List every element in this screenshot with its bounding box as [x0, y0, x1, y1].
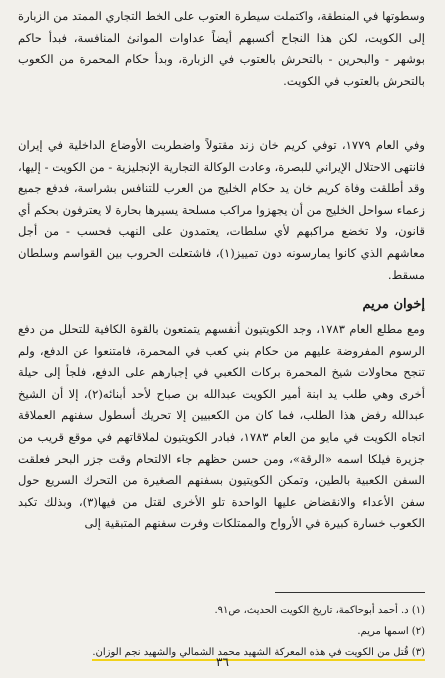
paragraph-intro [18, 6, 425, 92]
paragraph-intro-text: وسطوتها في المنطقة، واكتملت سيطرة العتوب على الخط التجاري الممتد من الزبارة إلى الكويت، لكن هذا النجاح أكسبهم أيضاً عداوات الموانئ المنافسة، فبدأ حاكم بوشهر - والبحرين - بالتحرش بالعتوب في الزبارة، وبدأ حكام المحمرة من الكعوب بالتحرش بالعتوب في الكويت. [18, 9, 425, 88]
paragraph-second [18, 135, 425, 286]
footnote-divider [275, 592, 425, 593]
footnote-2: (٢) اسمها مريم. [357, 626, 425, 637]
footnote-1: (١) د. أحمد أبوحاكمة، تاريخ الكويت الحديث، ص٩١. [214, 605, 425, 616]
footnotes [18, 600, 425, 663]
page-number: ٣٦ [216, 655, 229, 669]
section-heading: إخوان مريم [362, 297, 425, 312]
footnote-3-highlighted-text: (٣) قُتل من الكويت في هذه المعركة الشهيد محمد الشمالي والشهيد نجم الوزان. [92, 647, 425, 661]
paragraph-second-text: وفي العام ١٧٧٩، توفي كريم خان زند مقتولاً واضطربت الأوضاع الداخلية في إيران فانتهى الاحتلال الإيراني للبصرة، وعادت الوكالة التجارية الإنجليزية - من الكويت - إليها، وقد أطلقت وفاة كريم خان يد حكام الخليج من العرب للتنافس بشراسة، فدفع جميع زعماء سواحل الخليج من أن يجهزوا مراكب مسلحة يسيرها بحارة لا يعترفون بحكم أي قانون، ولا تخضع مراكبهم لأي سلطات، يعتمدون على النهب فحسب - من أجل معاشهم الذي كانوا يمارسونه دون تمييز(١)، فاشتعلت الحروب بين القواسم وسلطان مسقط. [18, 138, 425, 282]
paragraph-third [18, 319, 425, 535]
paragraph-third-text: ومع مطلع العام ١٧٨٣، وجد الكويتيون أنفسهم يتمتعون بالقوة الكافية للتحلل من دفع الرسوم المفروضة عليهم من حكام بني كعب في المحمرة، فامتنعوا عن الدفع، ولم تنجح محاولات شيخ المحمرة بركات الكعبي في إجبارهم على الدفع، فلجأ إلى حيلة أخرى وهي طلب يد ابنة أمير الكويت عبدالله بن صباح لأحد أبنائه(٢)، إلا أن الشيخ عبدالله رفض هذا الطلب، فما كان من الكعبيين إلا تحريك أسطول سفنهم العملاقة اتجاه الكويت في مايو من العام ١٧٨٣، فبادر الكويتيون لملاقاتهم في موقع قريب من جزيرة فيلكا اسمه «الرقة»، ومن حسن حظهم جاء الالتحام وقت جزر البحر فعلقت السفن الكعبية بالطين، وتمكن الكويتيون بسفنهم الصغيرة من التحرك السريع حول سفن الأعداء والانقضاض عليها الواحدة تلو الأخرى لقتل من فيها(٣)، وبذلك تكبد الكعوب خسارة كبيرة في الأرواح والممتلكات وفرت سفنهم المتبقية إلى [18, 322, 426, 531]
